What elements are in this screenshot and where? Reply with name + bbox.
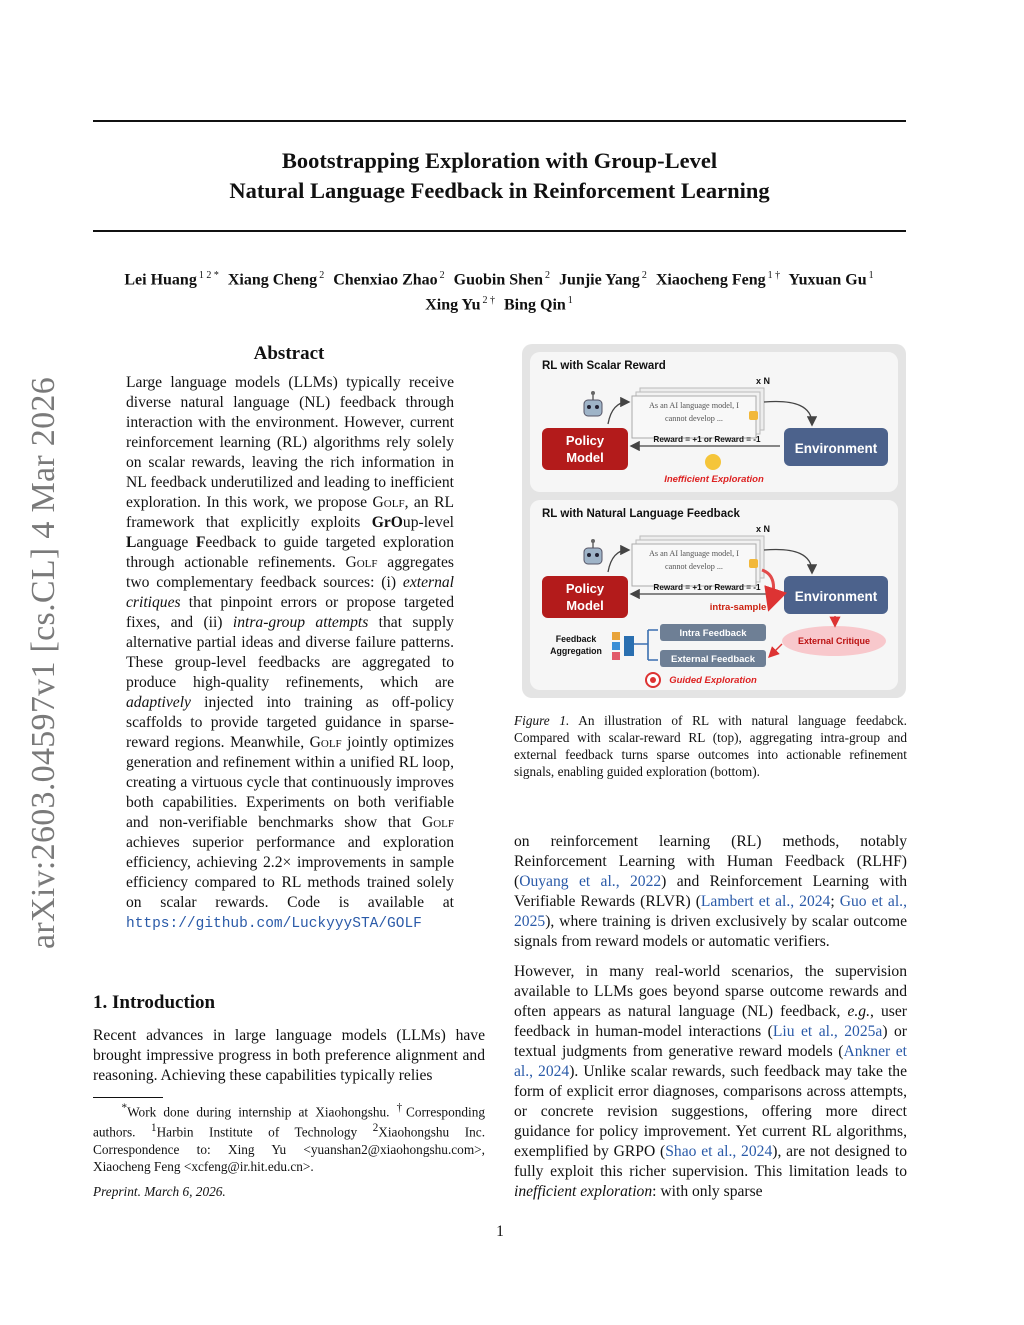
environment-label: Environment [794,441,878,456]
right-paragraph-1 [514,832,907,952]
body-text: : with only sparse [652,1183,763,1200]
footnote-text: Corresponding authors. [93,1104,486,1140]
body-text: ) and Reinforcement Learning with Verifiable Rewards (RLVR) ( [514,873,908,910]
citation-link[interactable]: Liu et al., 2025a [772,1023,883,1040]
bottom-panel-title: RL with Natural Language Feedback [542,508,740,520]
figure-1-diagram [522,344,906,698]
feedback-aggregation-label: Feedback [555,634,597,644]
abstract-emphasis: external critiques [126,574,454,611]
author-line-1 [93,265,906,290]
footnote [93,1100,485,1175]
abstract-text: injected into training as off-policy scaffolds to provide targeted guidance in sparse-reward regions. Meanwhile, [126,694,454,751]
author-affiliation: 2 † [482,295,495,307]
policy-model-label: Policy [565,433,605,448]
body-text: ). Unlike scalar rewards, such feedback may take the form of explicit error diagnoses, comparisons across attempts, or concrete revision suggestions, offering more direct guidance for policy improvement. Yet current RL algorithms, exemplified by GRPO ( [514,1063,907,1160]
abstract-emphasis: intra-group attempts [232,614,369,631]
bottom-xn-label: x N [756,524,771,534]
author-affiliation: 2 [319,270,325,281]
footnote-mark: † [396,1102,406,1114]
abstract-heading: Abstract [253,343,325,364]
abstract-text: anguage [136,534,196,551]
guided-exploration-label: Guided Exploration [669,675,757,686]
abstract-text: aggregates two complementary feedback sources: (i) [126,554,454,591]
body-text: However, in many real-world scenarios, the supervision available to LLMs goes beyond sparse outcome rewards and often appears as natural language (NL) feedback, [514,963,907,1020]
author: Xiaocheng Feng [655,271,766,289]
footnote-text: Harbin Institute of Technology [156,1124,373,1140]
top-xn-label: x N [756,376,771,386]
external-feedback-label: External Feedback [671,654,755,665]
response-card-text: As an AI language model, I [648,549,740,558]
acronym-letter: O [390,514,403,531]
code-url-link[interactable]: https://github.com/LuckyyySTA/GOLF [126,916,422,932]
abstract-text: eedback to guide targeted exploration through actionable refinements. [126,534,454,571]
intra-sample-label: intra-sample [709,602,767,613]
reward-label: Reward = +1 or Reward = -1 [653,583,761,592]
author: Xing Yu [425,296,481,314]
author-affiliation: 2 [439,270,445,281]
golf-name: Golf [309,734,342,751]
citation-link[interactable]: Ankner et al., 2024 [514,1043,907,1080]
author: Xiang Cheng [227,271,318,289]
golf-name: Golf [372,494,405,511]
page-number: 1 [496,1223,504,1240]
thumbs-down-icon [749,411,758,420]
paper-title [93,146,906,206]
author: Yuxuan Gu [788,271,867,289]
author-affiliation: 2 [641,270,647,281]
preprint-date: Preprint. March 6, 2026. [93,1184,226,1199]
target-icon-center [650,677,656,683]
footnote-mark: 1 [151,1122,157,1135]
title-top-rule [93,120,906,122]
body-text: ; [830,893,840,910]
abstract-text: that supply alternative partial ideas and diverse failure patterns. These group-level feedbacks are aggregated to produce high-quality refinements, which are [126,614,454,691]
feedback-aggregation-label: Aggregation [550,646,602,656]
caption-text: An illustration of RL with natural language feedabck. Compared with scalar-reward RL (top), aggregating intra-group and external feedback turns sparse outcomes into actionable refinement signals, enabling guided exploration (bottom). [514,713,907,779]
citation-link[interactable]: Shao et al., 2024 [665,1143,773,1160]
caption-label: Figure 1. [514,713,570,728]
thumbs-down-icon [749,559,758,568]
thinking-face-icon [705,454,721,470]
arxiv-identifier: arXiv:2603.04597v1 [cs.CL] 4 Mar 2026 [25,376,62,950]
abstract-text: that pinpoint errors or propose targeted fixes, and (ii) [126,594,454,631]
citation-link[interactable]: Lambert et al., 2024 [700,893,831,910]
environment-label: Environment [794,589,878,604]
top-panel-title: RL with Scalar Reward [542,360,666,372]
figure-1-caption [514,712,907,780]
author-list [93,265,906,316]
author-affiliation: 1 [868,270,874,281]
body-text: ), where training is driven exclusively by scalar outcome signals from reward models or automatic verifiers. [514,913,907,950]
policy-model-label: Policy [565,581,605,596]
abstract-text: achieves superior performance and exploration efficiency, achieving 2.2× improvements in sample efficiency compared to RL methods trained solely on scalar rewards. Code is available at [126,834,454,911]
body-text: ), are not designed to fully exploit this richer supervision. This limitation leads to [514,1143,907,1180]
introduction-text: Recent advances in large language models (LLMs) have brought impressive progress in both preference alignment and reasoning. Achieving these capabilities typically relies [93,1027,485,1084]
citation-link[interactable]: Ouyang et al., 2022 [519,873,662,890]
abstract-emphasis: adaptively [126,694,191,711]
body-text: on reinforcement learning (RL) methods, notably Reinforcement Learning with Human Feedback (RLHF) ( [514,833,907,890]
title-line-1: Bootstrapping Exploration with Group-Level [281,148,718,173]
body-text: ) or textual judgments from generative reward models ( [514,1023,907,1060]
citation-link[interactable]: Guo et al., 2025 [514,893,907,930]
author-affiliation: 2 [545,270,551,281]
author-line-2 [93,290,906,315]
acronym-letter: F [195,534,206,551]
response-card-text: As an AI language model, I [648,401,740,410]
abstract-text: , an RL framework that explicitly exploits [126,494,455,531]
reward-label: Reward = +1 or Reward = -1 [653,435,761,444]
footnote-rule [93,1097,163,1098]
author: Guobin Shen [453,271,544,289]
footnote-text: Xiaohongshu Inc. Correspondence to: Xing Yu <yuanshan2@xiaohongshu.com>, Xiaocheng Feng <xcfeng@ir.hit.edu.cn>. [93,1124,486,1174]
title-line-2: Natural Language Feedback in Reinforcement Learning [229,178,770,203]
author-affiliation: 1 † [767,270,781,281]
acronym-letter: Gr [371,514,391,531]
golf-name: Golf [345,554,378,571]
body-text: , user feedback in human-model interactions ( [514,1003,907,1040]
body-emphasis: inefficient exploration [514,1183,653,1200]
footnote-text: Work done during internship at Xiaohongshu. [127,1104,397,1120]
response-card-text: cannot develop ... [665,562,723,571]
abstract-text: Large language models (LLMs) typically receive diverse natural language (NL) feedback through interaction with the environment. However, current reinforcement learning (RL) algorithms rely solely on scalar rewards, leaving the rich information in NL feedback underutilized and leading to inefficient exploration. In this work, we propose [126,374,454,511]
policy-model-label: Model [566,450,604,465]
body-emphasis: e.g. [847,1003,870,1020]
right-paragraph-2 [514,962,907,1202]
author: Junjie Yang [559,271,640,289]
intra-feedback-label: Intra Feedback [679,628,747,639]
external-critique-label: External Critique [797,636,871,646]
abstract-text: up-level [402,514,454,531]
author: Chenxiao Zhao [333,271,438,289]
author: Bing Qin [503,296,566,314]
acronym-letter: L [126,534,137,551]
author-affiliation: 1 [567,295,573,307]
policy-model-label: Model [566,598,604,613]
section-heading-introduction: 1. Introduction [93,992,216,1013]
footnote-mark: * [121,1102,128,1114]
golf-name: Golf [421,814,454,831]
footnote-mark: 2 [372,1122,379,1135]
title-bottom-rule [93,230,906,232]
author: Lei Huang [124,271,197,289]
author-affiliation: 1 2 * [198,270,219,281]
response-card-text: cannot develop ... [665,414,723,423]
abstract-body [126,373,454,934]
inefficient-exploration-label: Inefficient Exploration [664,474,764,485]
abstract-text: jointly optimizes generation and refinement within a unified RL loop, creating a virtuous cycle that continuously improves both capabilities. Experiments on both verifiable and non-verifiable benchmarks show that [126,734,454,831]
